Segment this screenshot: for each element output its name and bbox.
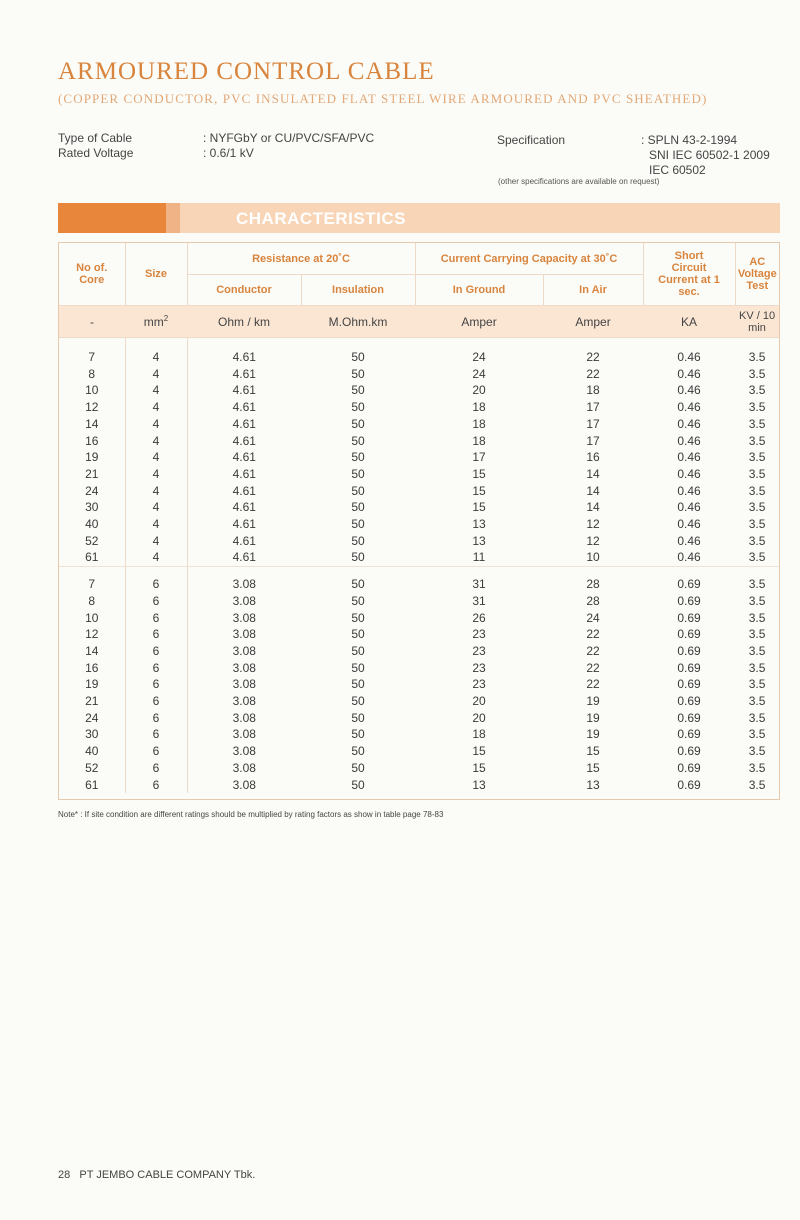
cell-conductor: 4.61	[232, 483, 256, 498]
cell-size: 4	[125, 349, 187, 366]
cell-short-circuit: 0.46	[677, 400, 701, 415]
cell-in-air: 19	[586, 727, 600, 742]
cell-conductor: 3.08	[232, 777, 256, 792]
unit-conductor: Ohm / km	[187, 306, 301, 338]
unit-ac-voltage: KV / 10 min	[735, 306, 779, 338]
table-row	[59, 660, 779, 677]
page-subtitle: (COPPER CONDUCTOR, PVC INSULATED FLAT STEEL WIRE ARMOURED AND PVC SHEATHED)	[58, 91, 708, 106]
table-row	[59, 777, 779, 794]
cell-in-ground: 23	[472, 627, 486, 642]
cell-core: 8	[59, 366, 125, 383]
cell-conductor: 3.08	[232, 760, 256, 775]
table-row	[59, 399, 779, 416]
cell-in-ground: 23	[472, 677, 486, 692]
unit-in-air: Amper	[543, 306, 643, 338]
table-row	[59, 499, 779, 516]
cell-insulation: 50	[351, 694, 365, 709]
cell-short-circuit: 0.69	[677, 610, 701, 625]
cell-in-air: 24	[586, 610, 600, 625]
specification-label: Specification	[497, 133, 566, 147]
cell-size: 6	[125, 643, 187, 660]
characteristics-table	[58, 242, 780, 800]
cell-in-ground: 18	[472, 400, 486, 415]
table-row	[59, 483, 779, 500]
cell-ac-voltage: 3.5	[748, 400, 766, 415]
cell-in-air: 14	[586, 483, 600, 498]
table-row	[59, 593, 779, 610]
cell-ac-voltage: 3.5	[748, 710, 766, 725]
characteristics-banner	[58, 203, 780, 233]
cell-conductor: 3.08	[232, 643, 256, 658]
cell-insulation: 50	[351, 450, 365, 465]
cell-core: 52	[59, 533, 125, 550]
cell-in-air: 22	[586, 627, 600, 642]
cell-conductor: 4.61	[232, 350, 256, 364]
table-row	[59, 433, 779, 450]
cell-core: 7	[59, 349, 125, 366]
company-name: PT JEMBO CABLE COMPANY Tbk.	[79, 1169, 256, 1181]
cell-conductor: 3.08	[232, 677, 256, 692]
cell-conductor: 4.61	[232, 533, 256, 548]
cell-core: 24	[59, 483, 125, 500]
cell-short-circuit: 0.46	[677, 517, 701, 532]
cell-core: 10	[59, 610, 125, 627]
cell-conductor: 3.08	[232, 727, 256, 742]
cell-insulation: 50	[351, 466, 365, 481]
cell-conductor: 4.61	[232, 400, 256, 415]
cell-size: 6	[125, 710, 187, 727]
cell-in-air: 22	[586, 366, 600, 381]
cell-ac-voltage: 3.5	[748, 694, 766, 709]
cell-conductor: 3.08	[232, 627, 256, 642]
cell-size: 4	[125, 533, 187, 550]
cell-in-ground: 31	[472, 577, 486, 592]
cell-size: 6	[125, 626, 187, 643]
cell-core: 19	[59, 676, 125, 693]
table-row	[59, 626, 779, 643]
cell-short-circuit: 0.69	[677, 660, 701, 675]
cell-core: 8	[59, 593, 125, 610]
cell-ac-voltage: 3.5	[748, 760, 766, 775]
unit-insulation: M.Ohm.km	[301, 306, 415, 338]
cell-in-air: 22	[586, 643, 600, 658]
page-footer	[58, 1169, 255, 1181]
cell-core: 7	[59, 576, 125, 593]
group-spacer	[59, 338, 779, 350]
cell-conductor: 3.08	[232, 610, 256, 625]
cell-in-air: 19	[586, 710, 600, 725]
cell-ac-voltage: 3.5	[748, 450, 766, 465]
cell-in-ground: 26	[472, 610, 486, 625]
unit-in-ground: Amper	[415, 306, 543, 338]
cell-insulation: 50	[351, 366, 365, 381]
cell-in-air: 15	[586, 744, 600, 759]
cell-ac-voltage: 3.5	[748, 777, 766, 792]
table-row	[59, 366, 779, 383]
cell-ac-voltage: 3.5	[748, 660, 766, 675]
footnote: Note* : If site condition are different ratings should be multiplied by rating factors as show in table page 78-83	[58, 810, 444, 819]
header-ac-voltage: AC Voltage Test	[735, 243, 779, 306]
group-spacer	[59, 567, 779, 577]
spec-value: SNI IEC 60502-1 2009	[649, 148, 770, 162]
cell-short-circuit: 0.46	[677, 350, 701, 364]
unit-size: $mm^2$	[125, 306, 187, 338]
cell-ac-voltage: 3.5	[748, 466, 766, 481]
cell-ac-voltage: 3.5	[748, 610, 766, 625]
cell-short-circuit: 0.46	[677, 383, 701, 398]
unit-short-circuit: KA	[643, 306, 735, 338]
rated-voltage-label: Rated Voltage	[58, 146, 134, 160]
cell-core: 61	[59, 777, 125, 794]
cell-core: 24	[59, 710, 125, 727]
cell-short-circuit: 0.46	[677, 416, 701, 431]
cell-size: 4	[125, 499, 187, 516]
cell-ac-voltage: 3.5	[748, 627, 766, 642]
cell-in-air: 22	[586, 677, 600, 692]
cell-insulation: 50	[351, 416, 365, 431]
cell-short-circuit: 0.69	[677, 727, 701, 742]
cell-core: 10	[59, 382, 125, 399]
type-of-cable-value: : NYFGbY or CU/PVC/SFA/PVC	[203, 131, 375, 145]
page-number: 28	[58, 1169, 71, 1181]
cell-conductor: 3.08	[232, 593, 256, 608]
cell-size: 4	[125, 366, 187, 383]
cell-size: 4	[125, 382, 187, 399]
cell-in-ground: 15	[472, 744, 486, 759]
cell-insulation: 50	[351, 727, 365, 742]
cell-short-circuit: 0.69	[677, 677, 701, 692]
cell-short-circuit: 0.69	[677, 577, 701, 592]
cell-size: 4	[125, 449, 187, 466]
cell-size: 4	[125, 433, 187, 450]
cell-insulation: 50	[351, 627, 365, 642]
cell-in-air: 13	[586, 777, 600, 792]
spec-values-left	[203, 131, 374, 161]
spec-value: IEC 60502	[649, 163, 706, 177]
table-row	[59, 382, 779, 399]
table-row	[59, 416, 779, 433]
cell-short-circuit: 0.69	[677, 694, 701, 709]
cell-size: 6	[125, 576, 187, 593]
cell-size: 6	[125, 660, 187, 677]
banner-accent	[58, 203, 166, 233]
cell-short-circuit: 0.69	[677, 710, 701, 725]
cell-ac-voltage: 3.5	[748, 744, 766, 759]
unit-core: -	[59, 306, 125, 338]
cell-in-ground: 23	[472, 643, 486, 658]
cell-in-ground: 17	[472, 450, 486, 465]
cell-size: 6	[125, 726, 187, 743]
cell-core: 21	[59, 466, 125, 483]
cell-in-air: 14	[586, 500, 600, 515]
header-current-capacity: Current Carrying Capacity at 30˚C	[415, 243, 643, 275]
header-short-circuit: Short Circuit Current at 1 sec.	[643, 243, 735, 306]
cell-size: 4	[125, 416, 187, 433]
units-row	[59, 306, 779, 338]
cell-core: 30	[59, 726, 125, 743]
cell-conductor: 3.08	[232, 710, 256, 725]
table-row	[59, 676, 779, 693]
table-row	[59, 743, 779, 760]
table-row	[59, 449, 779, 466]
table-row	[59, 760, 779, 777]
cell-size: 6	[125, 693, 187, 710]
cell-in-ground: 20	[472, 383, 486, 398]
cell-conductor: 4.61	[232, 366, 256, 381]
cell-core: 14	[59, 643, 125, 660]
cell-core: 40	[59, 516, 125, 533]
cell-short-circuit: 0.46	[677, 450, 701, 465]
header-resistance: Resistance at 20˚C	[187, 243, 415, 275]
cell-in-air: 17	[586, 433, 600, 448]
table-row	[59, 726, 779, 743]
spec-note: (other specifications are available on request)	[498, 177, 660, 186]
cell-ac-voltage: 3.5	[748, 593, 766, 608]
cell-short-circuit: 0.69	[677, 643, 701, 658]
table-row	[59, 710, 779, 727]
cell-in-ground: 13	[472, 533, 486, 548]
cell-insulation: 50	[351, 383, 365, 398]
table-body	[59, 338, 779, 794]
cell-in-ground: 15	[472, 483, 486, 498]
cell-insulation: 50	[351, 500, 365, 515]
cell-in-ground: 11	[472, 550, 486, 565]
cell-insulation: 50	[351, 593, 365, 608]
cell-short-circuit: 0.69	[677, 760, 701, 775]
cell-conductor: 4.61	[232, 500, 256, 515]
table-row	[59, 466, 779, 483]
cell-conductor: 3.08	[232, 694, 256, 709]
cell-size: 4	[125, 516, 187, 533]
banner-accent-stripe	[166, 203, 180, 233]
cell-in-ground: 24	[472, 350, 486, 364]
cell-size: 6	[125, 676, 187, 693]
cell-conductor: 4.61	[232, 466, 256, 481]
header-insulation: Insulation	[301, 275, 415, 306]
cell-ac-voltage: 3.5	[748, 677, 766, 692]
cell-in-air: 22	[586, 660, 600, 675]
cell-conductor: 4.61	[232, 416, 256, 431]
cell-insulation: 50	[351, 610, 365, 625]
cell-in-air: 18	[586, 383, 600, 398]
cell-in-ground: 15	[472, 760, 486, 775]
cell-insulation: 50	[351, 710, 365, 725]
cell-ac-voltage: 3.5	[748, 533, 766, 548]
cell-size: 6	[125, 777, 187, 794]
cell-short-circuit: 0.69	[677, 777, 701, 792]
cell-short-circuit: 0.46	[677, 483, 701, 498]
cell-insulation: 50	[351, 550, 365, 565]
cell-short-circuit: 0.69	[677, 744, 701, 759]
cell-insulation: 50	[351, 744, 365, 759]
type-of-cable-label: Type of Cable	[58, 131, 133, 145]
specification-values	[641, 133, 770, 178]
cell-in-ground: 15	[472, 500, 486, 515]
cell-in-air: 15	[586, 760, 600, 775]
cell-conductor: 3.08	[232, 577, 256, 592]
cell-in-air: 28	[586, 577, 600, 592]
cell-conductor: 4.61	[232, 517, 256, 532]
cell-short-circuit: 0.46	[677, 533, 701, 548]
table-row	[59, 610, 779, 627]
cell-size: 6	[125, 760, 187, 777]
cell-insulation: 50	[351, 643, 365, 658]
cell-in-ground: 18	[472, 727, 486, 742]
cell-insulation: 50	[351, 400, 365, 415]
cell-core: 21	[59, 693, 125, 710]
cell-short-circuit: 0.46	[677, 433, 701, 448]
cell-short-circuit: 0.46	[677, 500, 701, 515]
table-row	[59, 576, 779, 593]
cell-core: 12	[59, 626, 125, 643]
header-in-ground: In Ground	[415, 275, 543, 306]
cell-ac-voltage: 3.5	[748, 366, 766, 381]
cell-core: 16	[59, 433, 125, 450]
cell-size: 4	[125, 483, 187, 500]
cell-size: 4	[125, 549, 187, 566]
cell-in-air: 12	[586, 517, 600, 532]
table-row	[59, 533, 779, 550]
cell-size: 6	[125, 610, 187, 627]
table-row	[59, 693, 779, 710]
page-title: ARMOURED CONTROL CABLE	[58, 58, 435, 85]
cell-size: 6	[125, 593, 187, 610]
cell-in-ground: 20	[472, 694, 486, 709]
cell-in-ground: 23	[472, 660, 486, 675]
cell-size: 4	[125, 399, 187, 416]
cell-insulation: 50	[351, 777, 365, 792]
cell-ac-voltage: 3.5	[748, 727, 766, 742]
cell-insulation: 50	[351, 660, 365, 675]
cell-core: 14	[59, 416, 125, 433]
cell-ac-voltage: 3.5	[748, 643, 766, 658]
cell-in-ground: 15	[472, 466, 486, 481]
cell-insulation: 50	[351, 677, 365, 692]
cell-size: 6	[125, 743, 187, 760]
cell-in-ground: 18	[472, 416, 486, 431]
table-row	[59, 516, 779, 533]
cell-conductor: 4.61	[232, 550, 256, 565]
cell-in-air: 22	[586, 350, 600, 364]
header-conductor: Conductor	[187, 275, 301, 306]
cell-in-ground: 13	[472, 517, 486, 532]
header-in-air: In Air	[543, 275, 643, 306]
cell-core: 40	[59, 743, 125, 760]
cell-in-air: 19	[586, 694, 600, 709]
spec-labels-left	[58, 131, 133, 161]
table-row	[59, 549, 779, 566]
cell-ac-voltage: 3.5	[748, 500, 766, 515]
cell-core: 30	[59, 499, 125, 516]
cell-core: 16	[59, 660, 125, 677]
cell-core: 12	[59, 399, 125, 416]
table-row	[59, 643, 779, 660]
cell-short-circuit: 0.69	[677, 593, 701, 608]
cell-in-air: 16	[586, 450, 600, 465]
cell-short-circuit: 0.46	[677, 550, 701, 565]
cell-in-air: 12	[586, 533, 600, 548]
banner-title: CHARACTERISTICS	[236, 209, 406, 228]
cell-insulation: 50	[351, 517, 365, 532]
cell-in-ground: 24	[472, 366, 486, 381]
cell-insulation: 50	[351, 350, 365, 364]
cell-conductor: 4.61	[232, 383, 256, 398]
cell-ac-voltage: 3.5	[748, 433, 766, 448]
cell-ac-voltage: 3.5	[748, 350, 766, 364]
cell-insulation: 50	[351, 483, 365, 498]
cell-in-ground: 13	[472, 777, 486, 792]
spec-value: : SPLN 43-2-1994	[641, 133, 738, 147]
cell-in-ground: 18	[472, 433, 486, 448]
cell-short-circuit: 0.69	[677, 627, 701, 642]
cell-insulation: 50	[351, 533, 365, 548]
cell-in-ground: 31	[472, 593, 486, 608]
cell-ac-voltage: 3.5	[748, 483, 766, 498]
cell-ac-voltage: 3.5	[748, 383, 766, 398]
cell-ac-voltage: 3.5	[748, 577, 766, 592]
table-row	[59, 349, 779, 366]
cell-conductor: 4.61	[232, 450, 256, 465]
cell-insulation: 50	[351, 433, 365, 448]
cell-in-air: 28	[586, 593, 600, 608]
cell-core: 61	[59, 549, 125, 566]
header-core: No of. Core	[59, 243, 125, 306]
cell-core: 52	[59, 760, 125, 777]
cell-ac-voltage: 3.5	[748, 517, 766, 532]
cell-ac-voltage: 3.5	[748, 550, 766, 565]
cell-insulation: 50	[351, 760, 365, 775]
cell-conductor: 3.08	[232, 660, 256, 675]
cell-conductor: 3.08	[232, 744, 256, 759]
cell-insulation: 50	[351, 577, 365, 592]
cell-short-circuit: 0.46	[677, 366, 701, 381]
cell-conductor: 4.61	[232, 433, 256, 448]
header-size: Size	[125, 243, 187, 306]
cell-in-air: 17	[586, 400, 600, 415]
rated-voltage-value: : 0.6/1 kV	[203, 146, 254, 160]
cell-core: 19	[59, 449, 125, 466]
cell-size: 4	[125, 466, 187, 483]
cell-in-air: 14	[586, 466, 600, 481]
cell-short-circuit: 0.46	[677, 466, 701, 481]
cell-in-air: 10	[586, 550, 600, 565]
cell-ac-voltage: 3.5	[748, 416, 766, 431]
cell-in-air: 17	[586, 416, 600, 431]
cell-in-ground: 20	[472, 710, 486, 725]
